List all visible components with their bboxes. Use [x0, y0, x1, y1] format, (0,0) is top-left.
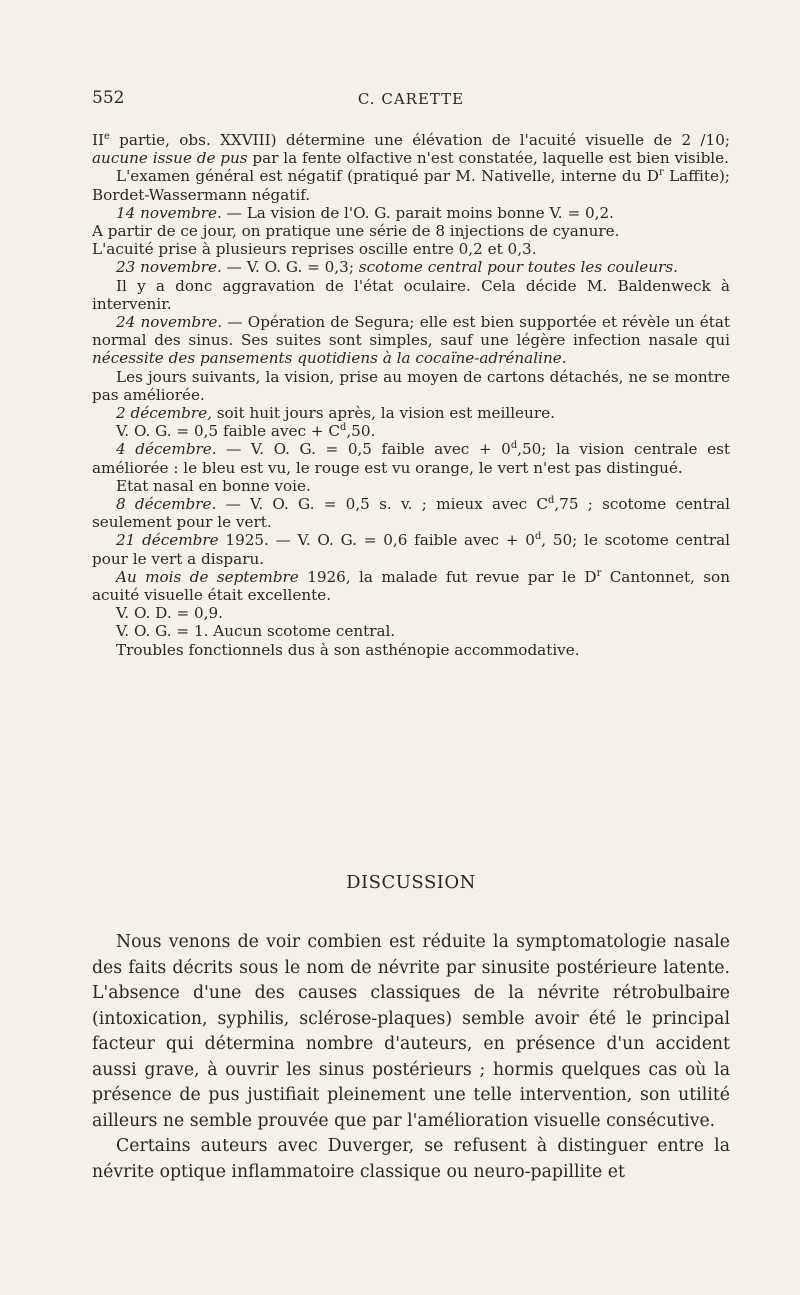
case-report-text — [92, 131, 730, 659]
page-header — [92, 88, 730, 112]
paragraph: Certains auteurs avec Duverger, se refusent à distinguer entre la névrite optique inflammatoire classique ou neuro-papillite et — [92, 1136, 730, 1182]
paragraph: 21 décembre 1925. — V. O. G. = 0,6 faible avec + $0^d$, 50; le scotome central pour le vert a disparu. — [92, 531, 731, 568]
paragraph: V. O. G. = 0,5 faible avec + $C^d,50$. — [116, 422, 376, 441]
paragraph: Les jours suivants, la vision, prise au moyen de cartons détachés, ne se montre pas améliorée. — [92, 367, 730, 404]
paragraph: Au mois de septembre 1926, la malade fut revue par le $D^r$ Cantonnet, son acuité visuelle était excellente. — [92, 567, 730, 605]
paragraph: 4 décembre. — V. O. G. = 0,5 faible avec + $0^d,50$; la vision centrale est améliorée : le bleu est vu, le rouge est vu orange, le vert n'est pas distingué. — [92, 440, 730, 477]
paragraph: A partir de ce jour, on pratique une série de 8 injections de cyanure. — [92, 222, 620, 241]
paragraph: Nous venons de voir combien est réduite la symptomatologie nasale des faits décrits sous le nom de névrite par sinusite postérieure latente. L'absence d'une des causes classiques de la névrite rétrobulbaire (intoxication, syphilis, sclérose-plaques) semble avoir été le principal facteur qui détermina nombre d'auteurs, en présence d'un accident aussi grave, à ouvrir les sinus postérieurs ; hormis quelques cas où la présence de pus justifiait pleinement une telle intervention, son utilité ailleurs ne semble prouvée que par l'amélioration visuelle consécutive. — [92, 932, 730, 1131]
paragraph: 23 novembre. — V. O. G. = 0,3; scotome central pour toutes les couleurs. — [116, 258, 678, 277]
paragraph: Troubles fonctionnels dus à son asthénopie accommodative. — [116, 640, 580, 659]
paragraph: Il y a donc aggravation de l'état oculaire. Cela décide M. Baldenweck à intervenir. — [92, 276, 730, 313]
paragraph: 14 novembre. — La vision de l'O. G. parait moins bonne V. = 0,2. — [116, 203, 614, 222]
paragraph: V. O. D. = 0,9. — [116, 604, 224, 623]
paragraph: Etat nasal en bonne voie. — [116, 476, 311, 495]
discussion-text — [92, 930, 730, 1185]
paragraph: 24 novembre. — Opération de Segura; elle est bien supportée et révèle un état normal des sinus. Ses suites sont simples, sauf une légère infection nasale qui nécessite des pansements quotidiens à la cocaïne-adrénaline. — [92, 313, 730, 368]
page-number: 552 — [92, 88, 125, 108]
section-heading: DISCUSSION — [346, 872, 476, 893]
running-head: C. CARETTE — [357, 90, 465, 108]
paragraph: 8 décembre. — V. O. G. = 0,5 s. v. ; mieux avec $C^d,75$ ; scotome central seulement pour le vert. — [92, 495, 730, 532]
paragraph: IIe partie, obs. XXVIII) détermine une élévation de l'acuité visuelle de 2 /10; aucune issue de pus par la fente olfactive n'est constatée, laquelle est bien visible. — [92, 130, 730, 168]
paragraph: L'acuité prise à plusieurs reprises oscille entre 0,2 et 0,3. — [92, 240, 537, 259]
paragraph: L'examen général est négatif (pratiqué par M. Nativelle, interne du $D^r$ Laffite); Bordet-Wassermann négatif. — [92, 167, 730, 204]
paragraph: 2 décembre, soit huit jours après, la vision est meilleure. — [116, 404, 555, 423]
paragraph: V. O. G. = 1. Aucun scotome central. — [116, 622, 396, 641]
